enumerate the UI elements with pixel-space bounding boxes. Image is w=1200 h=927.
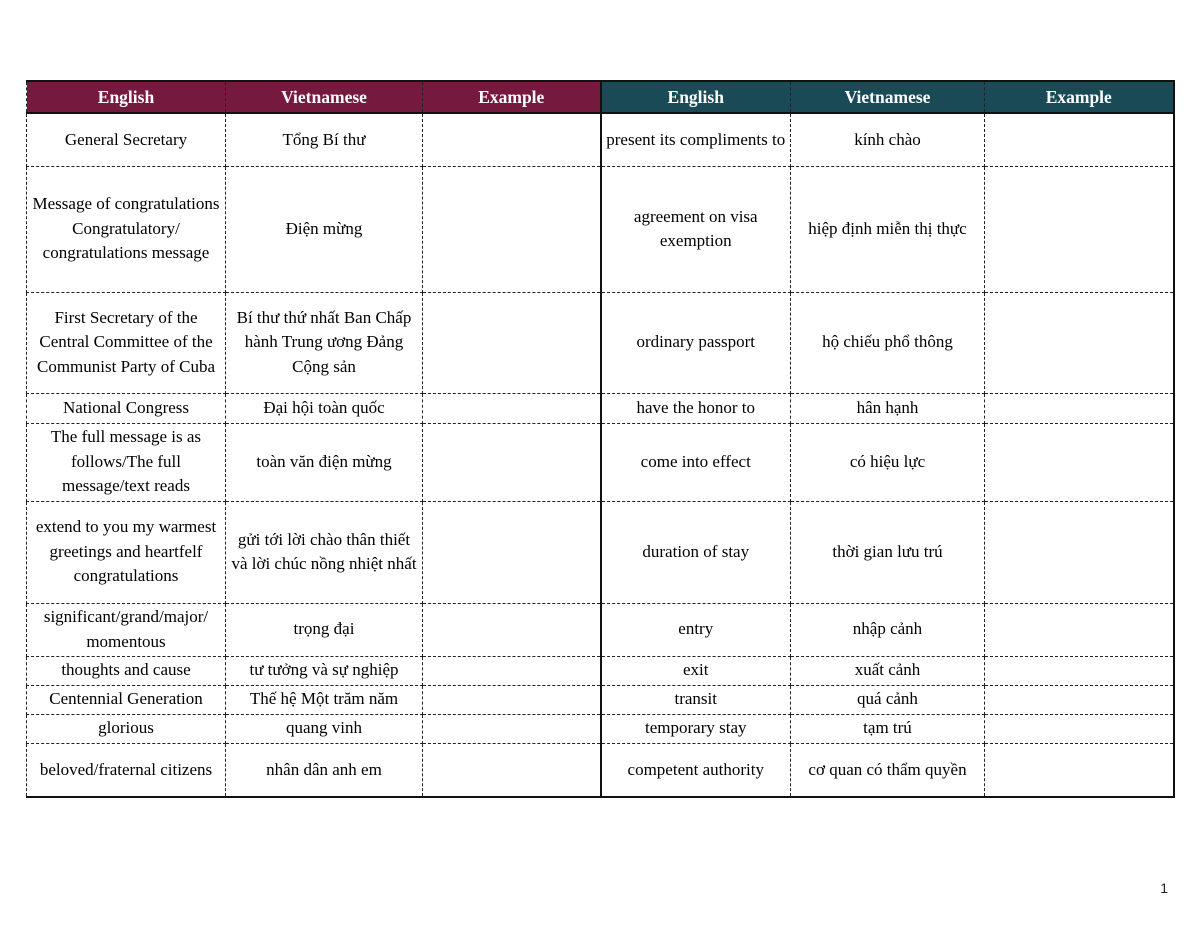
table-row — [27, 292, 1174, 393]
header-vietnamese-left: Vietnamese — [226, 81, 423, 113]
cell-vietnamese-left: nhân dân anh em — [226, 743, 423, 797]
cell-english-left: beloved/fraternal citizens — [27, 743, 226, 797]
cell-vietnamese-right: kính chào — [791, 113, 985, 166]
cell-vietnamese-left: Thế hệ Một trăm năm — [226, 685, 423, 714]
cell-english-left: significant/grand/major/ momentous — [27, 603, 226, 656]
cell-example-left — [423, 714, 601, 743]
cell-english-right: come into effect — [601, 423, 791, 501]
cell-example-left — [423, 113, 601, 166]
cell-vietnamese-left: toàn văn điện mừng — [226, 423, 423, 501]
cell-example-left — [423, 501, 601, 603]
table-row — [27, 166, 1174, 292]
cell-english-left: Centennial Generation — [27, 685, 226, 714]
cell-english-left: glorious — [27, 714, 226, 743]
cell-example-right — [985, 743, 1174, 797]
cell-english-left: National Congress — [27, 393, 226, 423]
cell-english-right: have the honor to — [601, 393, 791, 423]
cell-vietnamese-right: thời gian lưu trú — [791, 501, 985, 603]
table-row — [27, 603, 1174, 656]
header-example-right: Example — [985, 81, 1174, 113]
cell-english-left: The full message is as follows/The full message/text reads — [27, 423, 226, 501]
cell-english-left: extend to you my warmest greetings and heartfelf congratulations — [27, 501, 226, 603]
cell-vietnamese-right: có hiệu lực — [791, 423, 985, 501]
cell-example-right — [985, 292, 1174, 393]
cell-english-right: duration of stay — [601, 501, 791, 603]
cell-example-left — [423, 603, 601, 656]
cell-example-right — [985, 393, 1174, 423]
cell-vietnamese-right: hiệp định miễn thị thực — [791, 166, 985, 292]
header-row — [27, 81, 1174, 113]
cell-vietnamese-right: tạm trú — [791, 714, 985, 743]
cell-english-left: General Secretary — [27, 113, 226, 166]
cell-english-right: ordinary passport — [601, 292, 791, 393]
cell-vietnamese-left: Bí thư thứ nhất Ban Chấp hành Trung ương Đảng Cộng sản — [226, 292, 423, 393]
table-row — [27, 656, 1174, 685]
cell-english-right: exit — [601, 656, 791, 685]
cell-example-left — [423, 685, 601, 714]
cell-example-right — [985, 113, 1174, 166]
cell-vietnamese-left: Tổng Bí thư — [226, 113, 423, 166]
cell-example-right — [985, 166, 1174, 292]
cell-vietnamese-left: Điện mừng — [226, 166, 423, 292]
cell-vietnamese-right: hộ chiếu phổ thông — [791, 292, 985, 393]
cell-example-left — [423, 743, 601, 797]
cell-english-left: Message of congratulations Congratulatory/ congratulations message — [27, 166, 226, 292]
cell-vietnamese-left: trọng đại — [226, 603, 423, 656]
cell-vietnamese-left: tư tưởng và sự nghiệp — [226, 656, 423, 685]
cell-example-right — [985, 714, 1174, 743]
cell-vietnamese-right: quá cảnh — [791, 685, 985, 714]
cell-vietnamese-right: xuất cảnh — [791, 656, 985, 685]
cell-english-right: entry — [601, 603, 791, 656]
cell-english-left: thoughts and cause — [27, 656, 226, 685]
cell-example-right — [985, 603, 1174, 656]
cell-example-left — [423, 292, 601, 393]
table-row — [27, 685, 1174, 714]
page-number: 1 — [1160, 880, 1168, 896]
table-row — [27, 113, 1174, 166]
table-row — [27, 393, 1174, 423]
table-row — [27, 743, 1174, 797]
cell-english-right: competent authority — [601, 743, 791, 797]
header-english-left: English — [27, 81, 226, 113]
cell-example-right — [985, 501, 1174, 603]
cell-example-left — [423, 423, 601, 501]
cell-example-right — [985, 656, 1174, 685]
table-row — [27, 501, 1174, 603]
cell-example-left — [423, 656, 601, 685]
cell-vietnamese-right: cơ quan có thẩm quyền — [791, 743, 985, 797]
header-example-left: Example — [423, 81, 601, 113]
cell-english-right: transit — [601, 685, 791, 714]
header-english-right: English — [601, 81, 791, 113]
table-row — [27, 714, 1174, 743]
vocabulary-table — [26, 80, 1175, 798]
cell-english-right: present its compliments to — [601, 113, 791, 166]
cell-vietnamese-right: nhập cảnh — [791, 603, 985, 656]
cell-vietnamese-right: hân hạnh — [791, 393, 985, 423]
cell-vietnamese-left: gửi tới lời chào thân thiết và lời chúc nồng nhiệt nhất — [226, 501, 423, 603]
cell-example-left — [423, 393, 601, 423]
cell-vietnamese-left: Đại hội toàn quốc — [226, 393, 423, 423]
cell-english-right: agreement on visa exemption — [601, 166, 791, 292]
cell-english-left: First Secretary of the Central Committee of the Communist Party of Cuba — [27, 292, 226, 393]
table-row — [27, 423, 1174, 501]
header-vietnamese-right: Vietnamese — [791, 81, 985, 113]
cell-example-right — [985, 423, 1174, 501]
cell-english-right: temporary stay — [601, 714, 791, 743]
cell-example-right — [985, 685, 1174, 714]
cell-vietnamese-left: quang vinh — [226, 714, 423, 743]
cell-example-left — [423, 166, 601, 292]
